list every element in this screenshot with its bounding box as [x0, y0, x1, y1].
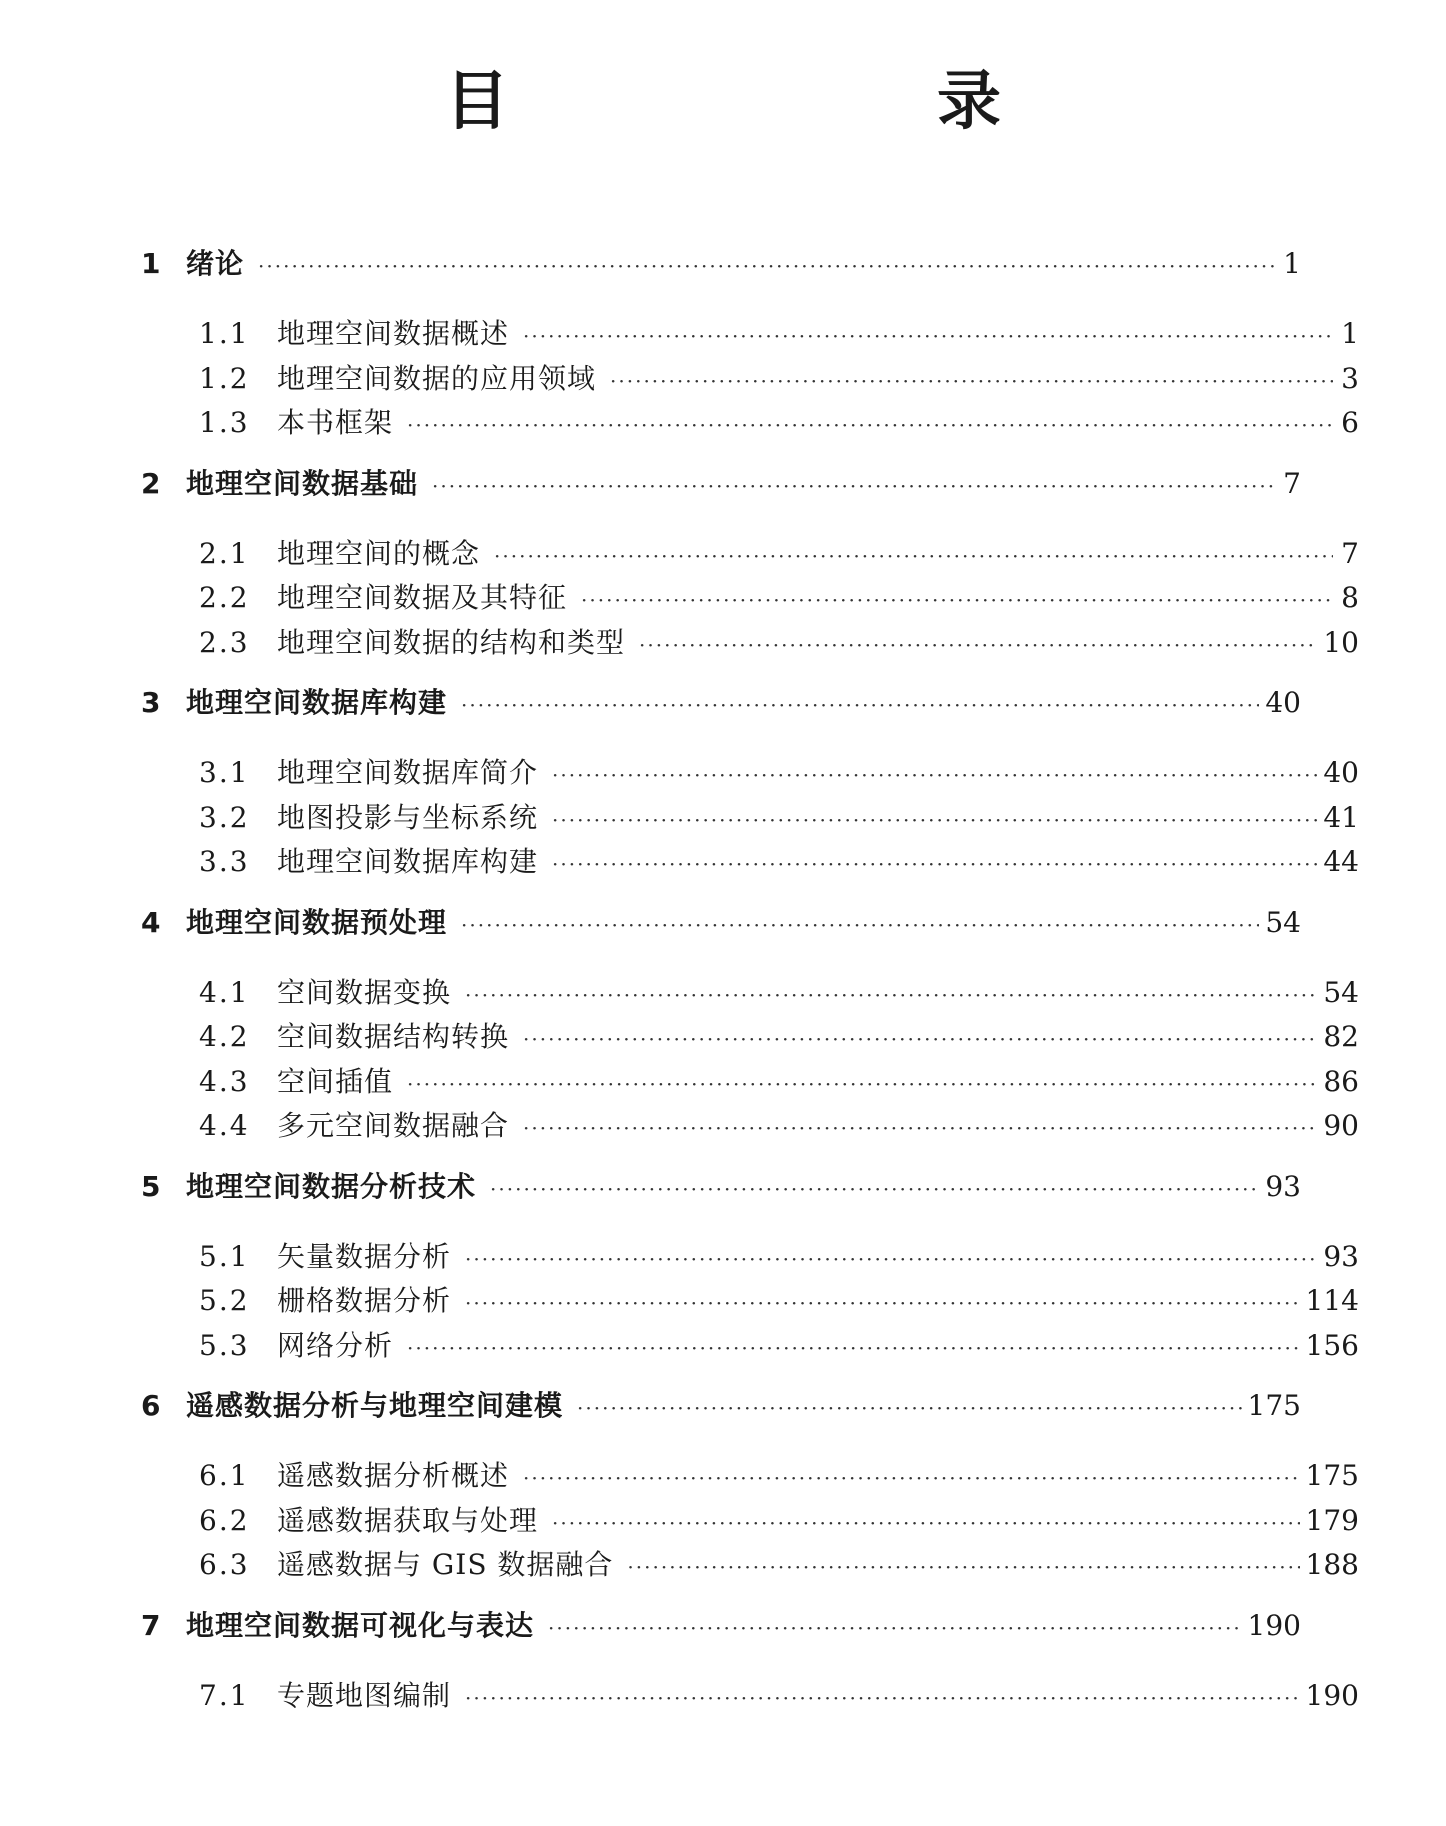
chapter-page-number: 190 [1247, 1608, 1301, 1642]
chapter-number: 6 [141, 1389, 161, 1422]
section-page-number: 40 [1323, 756, 1359, 789]
section-page-number: 90 [1323, 1109, 1359, 1142]
section-number: 2.3 [199, 625, 250, 659]
section-number: 3.3 [199, 845, 250, 878]
chapter-spacer [141, 302, 1301, 312]
section-page-number: 6 [1341, 406, 1359, 439]
chapter-title: 遥感数据分析与地理空间建模 [186, 1389, 564, 1422]
toc-section-entry[interactable] [141, 1499, 1359, 1544]
chapter-title: 地理空间数据预处理 [186, 905, 448, 939]
section-number: 4.2 [199, 1020, 250, 1053]
toc-section-entry[interactable] [141, 1674, 1359, 1719]
section-spacer [141, 665, 1301, 675]
section-page-number: 41 [1323, 800, 1359, 834]
toc-chapter-entry[interactable] [141, 456, 1301, 522]
dot-leader [581, 578, 1333, 622]
section-page-number: 3 [1341, 361, 1359, 395]
chapter-title: 地理空间数据可视化与表达 [186, 1608, 535, 1642]
dot-leader [465, 973, 1317, 1017]
dot-leader [465, 1676, 1300, 1720]
dot-leader [490, 1161, 1259, 1217]
toc-section-entry[interactable] [141, 357, 1359, 402]
dot-leader [552, 842, 1317, 886]
chapter-number: 4 [141, 905, 161, 939]
toc-section-entry[interactable] [141, 532, 1359, 577]
section-number: 5.1 [199, 1239, 250, 1273]
section-title: 空间插值 [277, 1064, 394, 1098]
section-number: 2.2 [199, 581, 250, 614]
dot-leader [461, 897, 1259, 953]
section-page-number: 156 [1305, 1328, 1359, 1362]
chapter-spacer [141, 961, 1301, 971]
section-title: 空间数据结构转换 [277, 1020, 510, 1053]
dot-leader [465, 1281, 1300, 1325]
toc-section-entry[interactable] [141, 1104, 1359, 1149]
dot-leader [627, 1545, 1299, 1589]
section-spacer [141, 1588, 1301, 1598]
section-title: 遥感数据与 GIS 数据融合 [277, 1548, 614, 1581]
toc-section-entry[interactable] [141, 1060, 1359, 1105]
dot-leader [258, 238, 1275, 294]
dot-leader [639, 623, 1317, 667]
section-title: 矢量数据分析 [277, 1239, 452, 1273]
chapter-title: 绪论 [186, 247, 245, 280]
section-title: 地理空间的概念 [277, 536, 481, 570]
section-page-number: 114 [1305, 1284, 1359, 1317]
chapter-page-number: 7 [1283, 466, 1301, 500]
section-page-number: 1 [1341, 317, 1359, 350]
section-title: 网络分析 [277, 1328, 394, 1362]
section-number: 7.1 [199, 1678, 250, 1712]
dot-leader [552, 1501, 1300, 1545]
section-title: 地理空间数据的结构和类型 [277, 625, 626, 659]
chapter-page-number: 175 [1247, 1389, 1301, 1422]
section-spacer [141, 885, 1301, 895]
chapter-spacer [141, 1444, 1301, 1454]
dot-leader [523, 314, 1333, 358]
chapter-number: 1 [141, 247, 161, 280]
dot-leader [461, 677, 1259, 733]
chapter-title: 地理空间数据分析技术 [186, 1169, 477, 1203]
toc-section-entry[interactable] [141, 401, 1359, 446]
section-title: 专题地图编制 [277, 1678, 452, 1712]
dot-leader [407, 1062, 1317, 1106]
section-page-number: 44 [1323, 845, 1359, 878]
section-page-number: 82 [1323, 1020, 1359, 1053]
dot-leader [577, 1380, 1242, 1436]
dot-leader [523, 1106, 1317, 1150]
section-page-number: 188 [1305, 1548, 1359, 1581]
chapter-title: 地理空间数据库构建 [186, 686, 448, 719]
section-spacer [141, 1368, 1301, 1378]
dot-leader [552, 753, 1317, 797]
section-title: 地理空间数据库简介 [277, 756, 539, 789]
section-page-number: 175 [1305, 1459, 1359, 1492]
section-title: 本书框架 [277, 406, 394, 439]
table-of-contents [141, 236, 1359, 1728]
section-title: 空间数据变换 [277, 975, 452, 1009]
toc-section-entry[interactable] [141, 1235, 1359, 1280]
dot-leader [494, 534, 1333, 578]
chapter-page-number: 1 [1283, 247, 1301, 280]
toc-section-entry[interactable] [141, 796, 1359, 841]
section-number: 6.2 [199, 1503, 250, 1537]
section-number: 6.1 [199, 1459, 250, 1492]
section-spacer [141, 1718, 1301, 1728]
dot-leader [548, 1600, 1242, 1656]
section-number: 1.3 [199, 406, 250, 439]
chapter-number: 2 [141, 466, 161, 500]
chapter-spacer [141, 522, 1301, 532]
toc-chapter-entry[interactable] [141, 1378, 1301, 1444]
toc-chapter-entry[interactable] [141, 895, 1301, 961]
section-number: 1.1 [199, 317, 250, 350]
chapter-page-number: 54 [1265, 905, 1301, 939]
section-title: 多元空间数据融合 [277, 1109, 510, 1142]
dot-leader [523, 1456, 1300, 1500]
toc-chapter-entry[interactable] [141, 675, 1301, 741]
section-page-number: 8 [1341, 581, 1359, 614]
toc-chapter-entry[interactable] [141, 236, 1301, 302]
toc-section-entry[interactable] [141, 971, 1359, 1016]
section-title: 地图投影与坐标系统 [277, 800, 539, 834]
dot-leader [407, 403, 1333, 447]
dot-leader [465, 1237, 1317, 1281]
section-number: 4.3 [199, 1064, 250, 1098]
section-number: 2.1 [199, 536, 250, 570]
section-title: 地理空间数据概述 [277, 317, 510, 350]
toc-section-entry[interactable] [141, 1324, 1359, 1369]
section-number: 5.2 [199, 1284, 250, 1317]
dot-leader [610, 359, 1333, 403]
dot-leader [523, 1017, 1317, 1061]
section-title: 遥感数据分析概述 [277, 1459, 510, 1492]
toc-section-entry[interactable] [141, 1015, 1359, 1060]
section-page-number: 54 [1323, 975, 1359, 1009]
section-title: 地理空间数据及其特征 [277, 581, 568, 614]
section-page-number: 190 [1305, 1678, 1359, 1712]
section-number: 4.4 [199, 1109, 250, 1142]
section-title: 地理空间数据库构建 [277, 845, 539, 878]
toc-section-entry[interactable] [141, 1454, 1359, 1499]
section-title: 遥感数据获取与处理 [277, 1503, 539, 1537]
dot-leader [552, 798, 1317, 842]
toc-section-entry[interactable] [141, 312, 1359, 357]
section-title: 地理空间数据的应用领域 [277, 361, 597, 395]
toc-section-entry[interactable] [141, 1279, 1359, 1324]
chapter-spacer [141, 1664, 1301, 1674]
chapter-number: 7 [141, 1608, 161, 1642]
section-spacer [141, 446, 1301, 456]
section-page-number: 10 [1323, 625, 1359, 659]
toc-chapter-entry[interactable] [141, 1598, 1301, 1664]
section-number: 3.2 [199, 800, 250, 834]
toc-section-entry[interactable] [141, 751, 1359, 796]
section-page-number: 86 [1323, 1064, 1359, 1098]
dot-leader [432, 458, 1275, 514]
toc-section-entry[interactable] [141, 621, 1359, 666]
section-page-number: 7 [1341, 536, 1359, 570]
page-title: 目 录 [445, 65, 1101, 139]
section-spacer [141, 1149, 1301, 1159]
section-number: 3.1 [199, 756, 250, 789]
section-number: 4.1 [199, 975, 250, 1009]
chapter-title: 地理空间数据基础 [186, 466, 419, 500]
chapter-number: 3 [141, 686, 161, 719]
toc-section-entry[interactable] [141, 840, 1359, 885]
dot-leader [407, 1326, 1300, 1370]
chapter-spacer [141, 1225, 1301, 1235]
section-number: 1.2 [199, 361, 250, 395]
chapter-spacer [141, 741, 1301, 751]
chapter-page-number: 93 [1265, 1169, 1301, 1203]
section-title: 栅格数据分析 [277, 1284, 452, 1317]
chapter-number: 5 [141, 1169, 161, 1203]
toc-section-entry[interactable] [141, 1543, 1359, 1588]
section-number: 5.3 [199, 1328, 250, 1362]
toc-chapter-entry[interactable] [141, 1159, 1301, 1225]
chapter-page-number: 40 [1265, 686, 1301, 719]
toc-section-entry[interactable] [141, 576, 1359, 621]
section-page-number: 93 [1323, 1239, 1359, 1273]
section-number: 6.3 [199, 1548, 250, 1581]
section-page-number: 179 [1305, 1503, 1359, 1537]
